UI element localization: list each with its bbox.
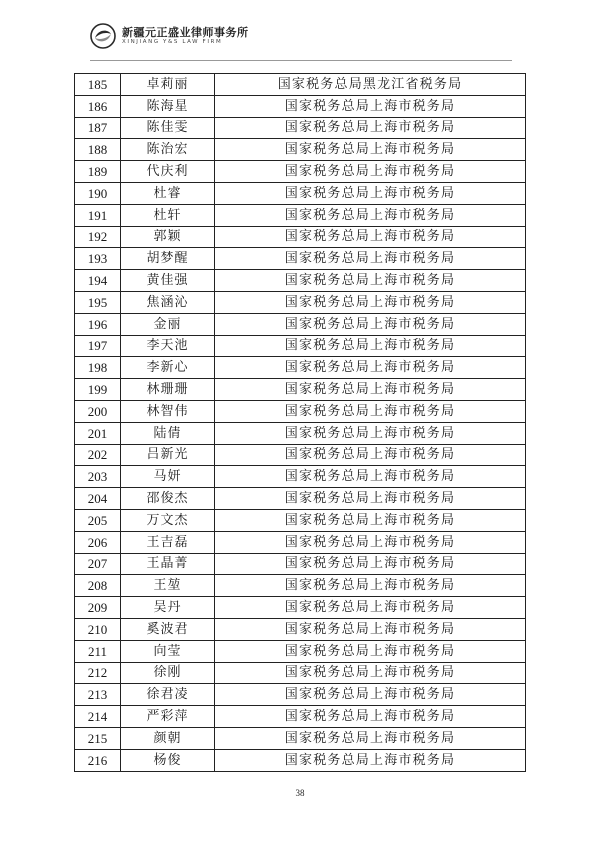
person-name-cell: 黄佳强 bbox=[121, 270, 215, 292]
person-name-cell: 吕新光 bbox=[121, 444, 215, 466]
table-row bbox=[75, 139, 526, 161]
table-row bbox=[75, 597, 526, 619]
table-row bbox=[75, 161, 526, 183]
table-row bbox=[75, 248, 526, 270]
table-row bbox=[75, 400, 526, 422]
row-number-cell: 205 bbox=[75, 509, 121, 531]
row-number-cell: 194 bbox=[75, 270, 121, 292]
row-number-cell: 191 bbox=[75, 204, 121, 226]
table-row bbox=[75, 74, 526, 96]
row-number-cell: 190 bbox=[75, 182, 121, 204]
person-name-cell: 王吉磊 bbox=[121, 531, 215, 553]
row-number-cell: 199 bbox=[75, 379, 121, 401]
row-number-cell: 207 bbox=[75, 553, 121, 575]
table-row bbox=[75, 313, 526, 335]
person-name-cell: 严彩萍 bbox=[121, 706, 215, 728]
row-number-cell: 198 bbox=[75, 357, 121, 379]
work-unit-cell: 国家税务总局上海市税务局 bbox=[215, 488, 526, 510]
row-number-cell: 216 bbox=[75, 749, 121, 771]
row-number-cell: 197 bbox=[75, 335, 121, 357]
table-row bbox=[75, 422, 526, 444]
work-unit-cell: 国家税务总局上海市税务局 bbox=[215, 640, 526, 662]
table-row bbox=[75, 575, 526, 597]
table-row bbox=[75, 291, 526, 313]
table-row bbox=[75, 684, 526, 706]
person-name-cell: 杨俊 bbox=[121, 749, 215, 771]
row-number-cell: 215 bbox=[75, 727, 121, 749]
person-name-cell: 林智伟 bbox=[121, 400, 215, 422]
row-number-cell: 203 bbox=[75, 466, 121, 488]
person-name-cell: 马妍 bbox=[121, 466, 215, 488]
person-name-cell: 吴丹 bbox=[121, 597, 215, 619]
table-row bbox=[75, 749, 526, 771]
person-name-cell: 王晶菁 bbox=[121, 553, 215, 575]
row-number-cell: 213 bbox=[75, 684, 121, 706]
work-unit-cell: 国家税务总局上海市税务局 bbox=[215, 466, 526, 488]
table-row bbox=[75, 204, 526, 226]
work-unit-cell: 国家税务总局上海市税务局 bbox=[215, 204, 526, 226]
person-name-cell: 陈佳雯 bbox=[121, 117, 215, 139]
person-name-cell: 徐君凌 bbox=[121, 684, 215, 706]
table-row bbox=[75, 357, 526, 379]
work-unit-cell: 国家税务总局上海市税务局 bbox=[215, 531, 526, 553]
table-row bbox=[75, 117, 526, 139]
row-number-cell: 214 bbox=[75, 706, 121, 728]
work-unit-cell: 国家税务总局上海市税务局 bbox=[215, 597, 526, 619]
person-name-cell: 向莹 bbox=[121, 640, 215, 662]
table-row bbox=[75, 182, 526, 204]
person-name-cell: 焦涵沁 bbox=[121, 291, 215, 313]
work-unit-cell: 国家税务总局上海市税务局 bbox=[215, 749, 526, 771]
table-row bbox=[75, 706, 526, 728]
row-number-cell: 201 bbox=[75, 422, 121, 444]
work-unit-cell: 国家税务总局上海市税务局 bbox=[215, 662, 526, 684]
row-number-cell: 206 bbox=[75, 531, 121, 553]
work-unit-cell: 国家税务总局上海市税务局 bbox=[215, 161, 526, 183]
row-number-cell: 204 bbox=[75, 488, 121, 510]
row-number-cell: 208 bbox=[75, 575, 121, 597]
firm-name-cn: 新疆元正盛业律师事务所 bbox=[122, 25, 249, 39]
row-number-cell: 202 bbox=[75, 444, 121, 466]
person-name-cell: 陆倩 bbox=[121, 422, 215, 444]
person-name-cell: 卓莉丽 bbox=[121, 74, 215, 96]
work-unit-cell: 国家税务总局上海市税务局 bbox=[215, 182, 526, 204]
row-number-cell: 212 bbox=[75, 662, 121, 684]
person-name-cell: 陈治宏 bbox=[121, 139, 215, 161]
work-unit-cell: 国家税务总局上海市税务局 bbox=[215, 335, 526, 357]
person-name-cell: 徐刚 bbox=[121, 662, 215, 684]
work-unit-cell: 国家税务总局上海市税务局 bbox=[215, 706, 526, 728]
work-unit-cell: 国家税务总局上海市税务局 bbox=[215, 226, 526, 248]
row-number-cell: 188 bbox=[75, 139, 121, 161]
header-divider bbox=[90, 60, 512, 61]
table-row bbox=[75, 553, 526, 575]
table-row bbox=[75, 379, 526, 401]
work-unit-cell: 国家税务总局上海市税务局 bbox=[215, 422, 526, 444]
work-unit-cell: 国家税务总局上海市税务局 bbox=[215, 618, 526, 640]
work-unit-cell: 国家税务总局上海市税务局 bbox=[215, 509, 526, 531]
row-number-cell: 195 bbox=[75, 291, 121, 313]
row-number-cell: 189 bbox=[75, 161, 121, 183]
person-name-cell: 李新心 bbox=[121, 357, 215, 379]
work-unit-cell: 国家税务总局上海市税务局 bbox=[215, 270, 526, 292]
work-unit-cell: 国家税务总局上海市税务局 bbox=[215, 444, 526, 466]
person-name-cell: 王堃 bbox=[121, 575, 215, 597]
row-number-cell: 186 bbox=[75, 95, 121, 117]
table-row bbox=[75, 531, 526, 553]
work-unit-cell: 国家税务总局黑龙江省税务局 bbox=[215, 74, 526, 96]
person-name-cell: 邵俊杰 bbox=[121, 488, 215, 510]
work-unit-cell: 国家税务总局上海市税务局 bbox=[215, 400, 526, 422]
row-number-cell: 200 bbox=[75, 400, 121, 422]
table-row bbox=[75, 662, 526, 684]
person-name-cell: 金丽 bbox=[121, 313, 215, 335]
row-number-cell: 185 bbox=[75, 74, 121, 96]
work-unit-cell: 国家税务总局上海市税务局 bbox=[215, 117, 526, 139]
work-unit-cell: 国家税务总局上海市税务局 bbox=[215, 248, 526, 270]
person-name-cell: 李天池 bbox=[121, 335, 215, 357]
work-unit-cell: 国家税务总局上海市税务局 bbox=[215, 575, 526, 597]
table-row bbox=[75, 444, 526, 466]
person-name-cell: 胡梦醒 bbox=[121, 248, 215, 270]
row-number-cell: 192 bbox=[75, 226, 121, 248]
table-row bbox=[75, 618, 526, 640]
row-number-cell: 193 bbox=[75, 248, 121, 270]
person-name-cell: 万文杰 bbox=[121, 509, 215, 531]
page-number: 38 bbox=[295, 788, 305, 798]
work-unit-cell: 国家税务总局上海市税务局 bbox=[215, 291, 526, 313]
table-row bbox=[75, 335, 526, 357]
work-unit-cell: 国家税务总局上海市税务局 bbox=[215, 313, 526, 335]
work-unit-cell: 国家税务总局上海市税务局 bbox=[215, 139, 526, 161]
firm-logo-icon bbox=[90, 23, 116, 49]
person-name-cell: 杜轩 bbox=[121, 204, 215, 226]
person-name-cell: 奚波君 bbox=[121, 618, 215, 640]
table-row bbox=[75, 509, 526, 531]
person-name-cell: 林珊珊 bbox=[121, 379, 215, 401]
roster-table bbox=[74, 73, 526, 772]
firm-name-block bbox=[122, 27, 249, 46]
row-number-cell: 210 bbox=[75, 618, 121, 640]
firm-name-en: XINJIANG Y&S LAW FIRM bbox=[122, 38, 223, 45]
person-name-cell: 代庆利 bbox=[121, 161, 215, 183]
table-row bbox=[75, 727, 526, 749]
work-unit-cell: 国家税务总局上海市税务局 bbox=[215, 684, 526, 706]
table-row bbox=[75, 95, 526, 117]
row-number-cell: 211 bbox=[75, 640, 121, 662]
row-number-cell: 209 bbox=[75, 597, 121, 619]
work-unit-cell: 国家税务总局上海市税务局 bbox=[215, 379, 526, 401]
person-name-cell: 颜朝 bbox=[121, 727, 215, 749]
table-row bbox=[75, 488, 526, 510]
roster-table-body bbox=[75, 74, 526, 772]
row-number-cell: 187 bbox=[75, 117, 121, 139]
person-name-cell: 郭颖 bbox=[121, 226, 215, 248]
table-row bbox=[75, 226, 526, 248]
row-number-cell: 196 bbox=[75, 313, 121, 335]
page-header bbox=[90, 16, 249, 56]
work-unit-cell: 国家税务总局上海市税务局 bbox=[215, 357, 526, 379]
work-unit-cell: 国家税务总局上海市税务局 bbox=[215, 553, 526, 575]
person-name-cell: 杜睿 bbox=[121, 182, 215, 204]
table-row bbox=[75, 466, 526, 488]
work-unit-cell: 国家税务总局上海市税务局 bbox=[215, 95, 526, 117]
table-row bbox=[75, 270, 526, 292]
person-name-cell: 陈海星 bbox=[121, 95, 215, 117]
table-row bbox=[75, 640, 526, 662]
work-unit-cell: 国家税务总局上海市税务局 bbox=[215, 727, 526, 749]
